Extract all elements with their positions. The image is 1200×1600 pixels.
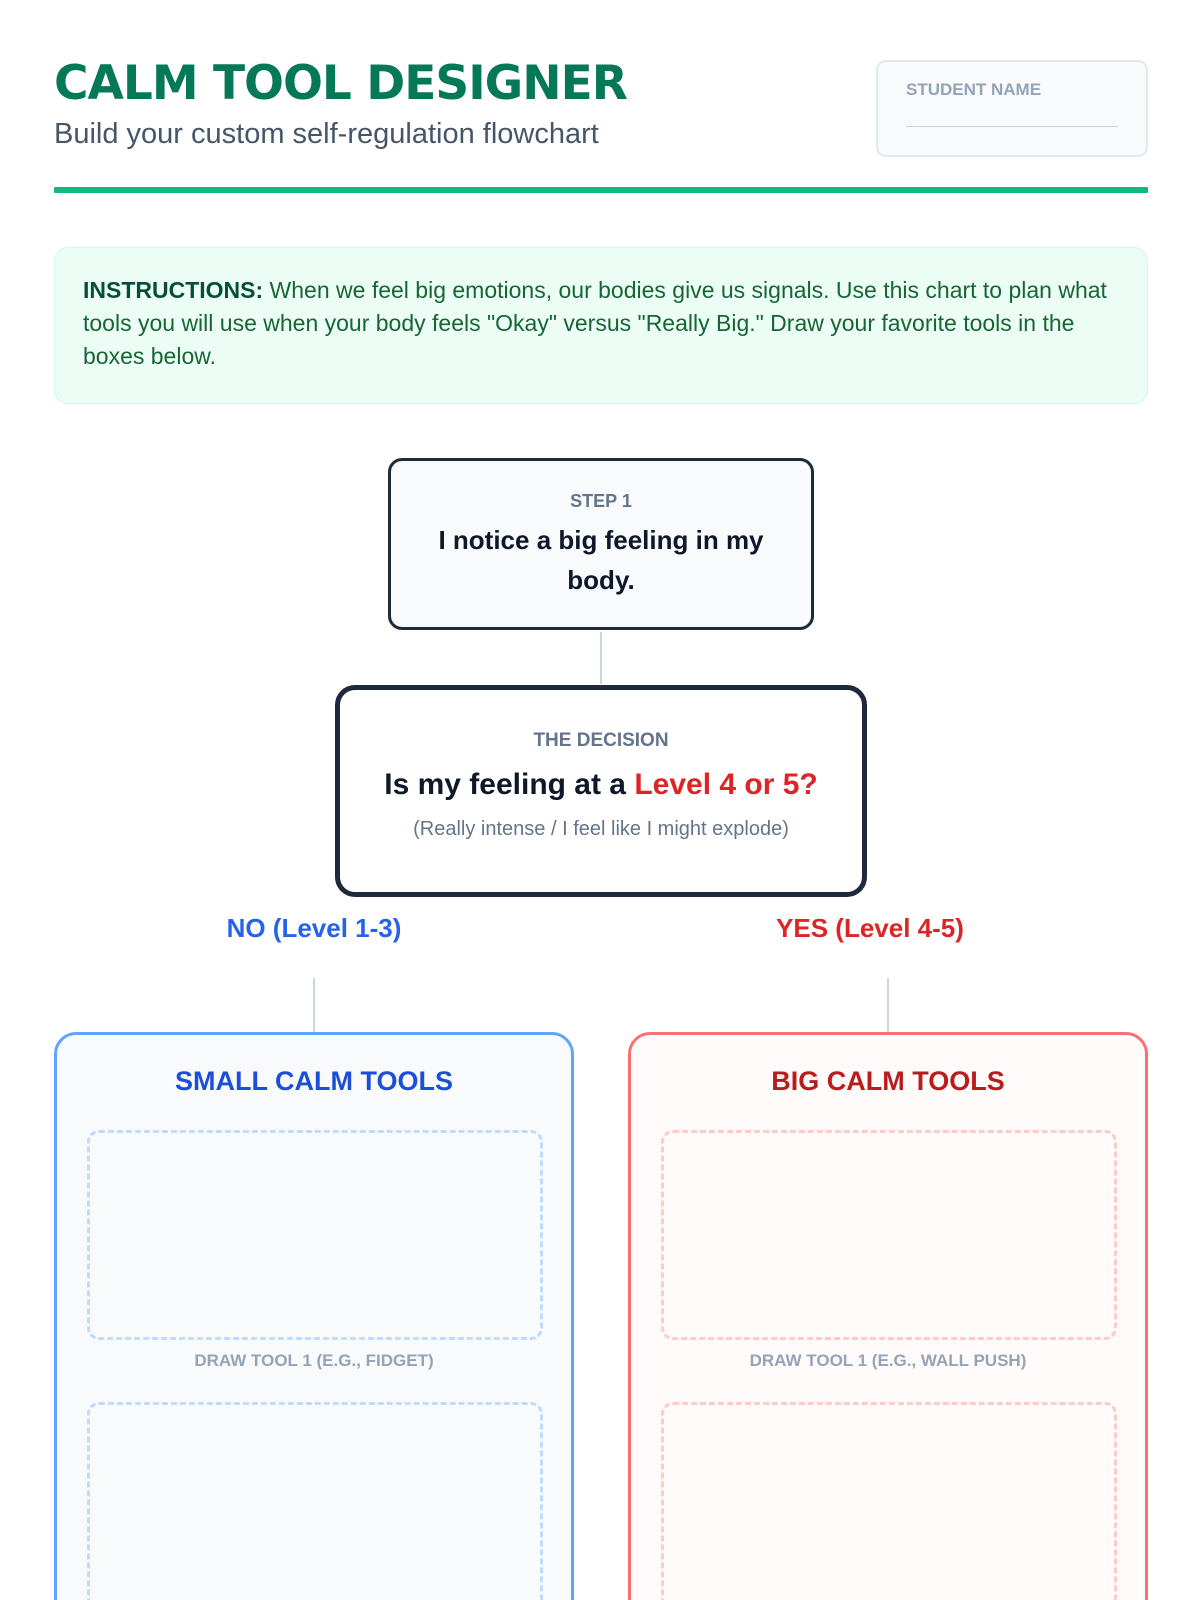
small-tool1-caption: DRAW TOOL 1 (E.G., FIDGET)	[194, 1351, 434, 1370]
page-title: CALM TOOL DESIGNER	[54, 56, 627, 111]
page-subtitle: Build your custom self-regulation flowchart	[54, 118, 599, 150]
big-calm-tools-title: BIG CALM TOOLS	[771, 1066, 1005, 1096]
branch-label-yes: YES (Level 4-5)	[776, 913, 964, 943]
connector-step1-decision	[600, 632, 602, 684]
connector-no-branch	[313, 978, 315, 1034]
big-tool1-draw-box[interactable]	[661, 1130, 1117, 1340]
decision-question-prefix: Is my feeling at a	[384, 768, 635, 801]
decision-note: (Really intense / I feel like I might explode)	[413, 818, 789, 840]
instructions-text: When we feel big emotions, our bodies give us signals. Use this chart to plan what tools you will use when your body feels "Okay" versus "Really Big." Draw your favorite tools in the boxes below.	[83, 277, 1107, 369]
student-name-field[interactable]	[876, 60, 1148, 157]
connector-yes-branch	[887, 978, 889, 1034]
decision-question-highlight: Level 4 or 5?	[634, 768, 818, 801]
big-calm-tools-panel	[628, 1032, 1148, 1600]
big-tool1-caption: DRAW TOOL 1 (E.G., WALL PUSH)	[749, 1351, 1027, 1370]
decision-question	[340, 768, 862, 802]
student-name-label: STUDENT NAME	[906, 80, 1042, 99]
step1-node	[388, 458, 814, 630]
small-calm-tools-panel	[54, 1032, 574, 1600]
student-name-line	[906, 126, 1118, 127]
small-tool2-draw-box[interactable]	[87, 1402, 543, 1600]
branch-label-no: NO (Level 1-3)	[226, 913, 402, 943]
small-tool1-draw-box[interactable]	[87, 1130, 543, 1340]
instructions-label: INSTRUCTIONS:	[83, 277, 264, 303]
step1-text: I notice a big feeling in my body.	[438, 525, 764, 595]
small-calm-tools-title: SMALL CALM TOOLS	[175, 1066, 453, 1096]
big-tool2-draw-box[interactable]	[661, 1402, 1117, 1600]
page-header	[54, 54, 1148, 194]
instructions-box	[54, 247, 1148, 404]
decision-node	[335, 685, 867, 897]
decision-label: THE DECISION	[533, 730, 669, 751]
step1-label: STEP 1	[570, 491, 632, 511]
header-divider	[54, 187, 1148, 193]
